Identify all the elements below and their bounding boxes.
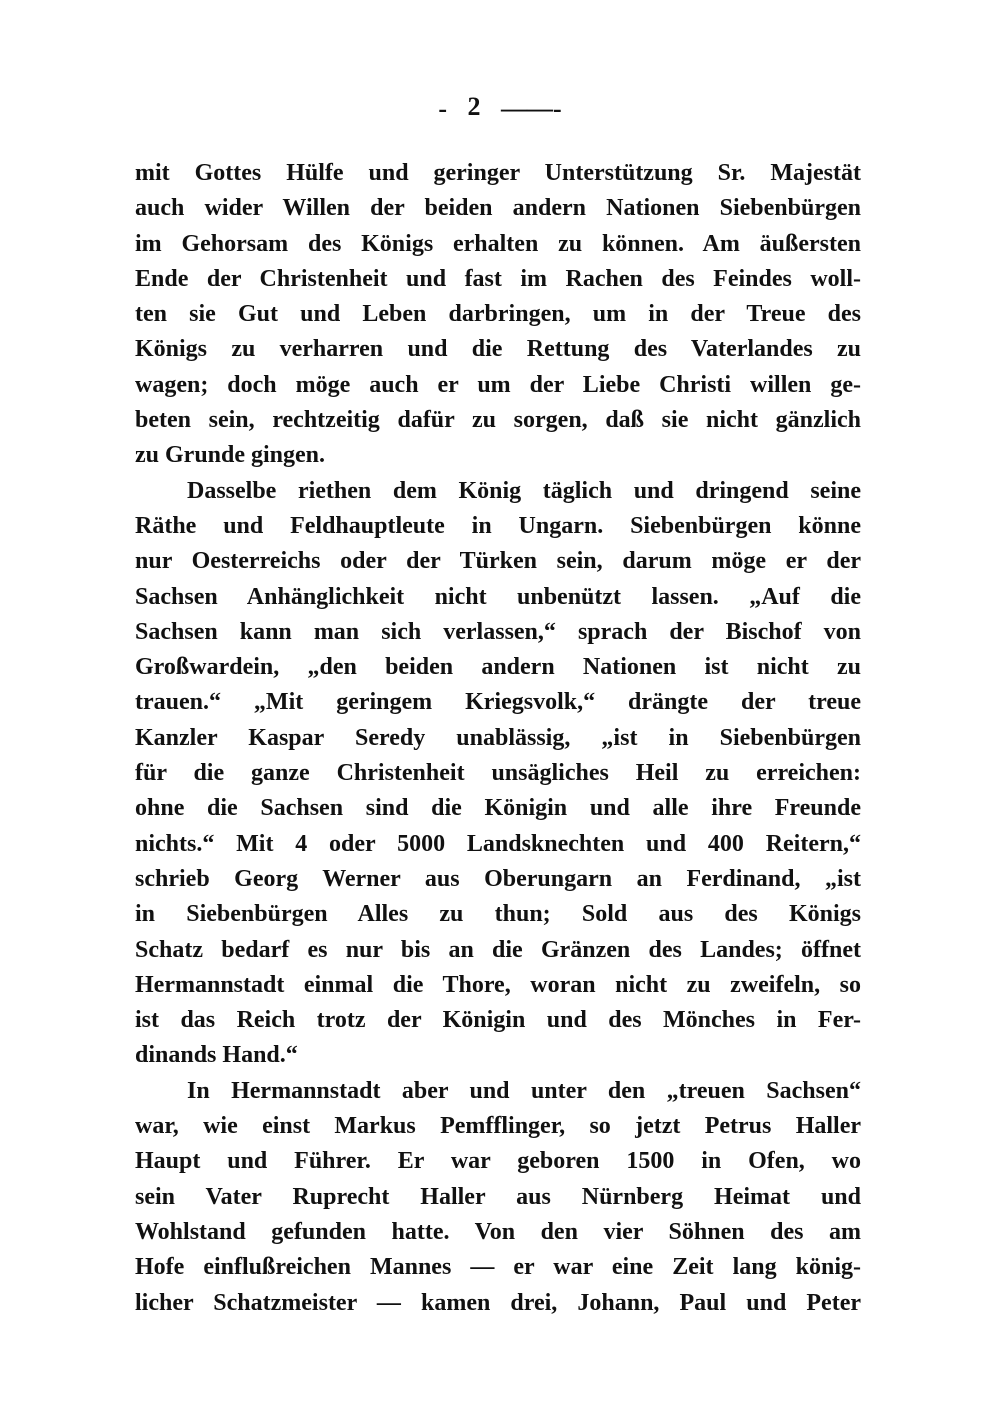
paragraph-start-line: In Hermannstadt aber und unter den „treuen Sachsen“	[187, 1077, 861, 1104]
text-line: Sachsen kann man sich verlassen,“ sprach der Bischof von	[135, 618, 861, 645]
text-line: Wohlstand gefunden hatte. Von den vier Söhnen des am	[135, 1218, 861, 1245]
text-line: schrieb Georg Werner aus Oberungarn an Ferdinand, „ist	[135, 865, 861, 892]
text-line: Großwardein, „den beiden andern Nationen ist nicht zu	[135, 654, 861, 681]
text-line: mit Gottes Hülfe und geringer Unterstützung Sr. Majestät	[135, 160, 861, 186]
body-text	[135, 156, 861, 1321]
text-line: Sachsen Anhänglichkeit nicht unbenützt lassen. „Auf die	[135, 583, 861, 610]
text-line: Königs zu verharren und die Rettung des Vaterlandes zu	[135, 336, 861, 363]
text-line: Schatz bedarf es nur bis an die Gränzen des Landes; öffnet	[135, 936, 861, 963]
text-line: licher Schatzmeister — kamen drei, Johann, Paul und Peter	[135, 1289, 861, 1316]
text-line: Kanzler Kaspar Seredy unablässig, „ist in Siebenbürgen	[135, 724, 861, 751]
page-number: 2	[467, 92, 481, 121]
text-line: im Gehorsam des Königs erhalten zu können. Am äußersten	[135, 230, 861, 257]
text-line: dinands Hand.“	[135, 1042, 298, 1069]
text-line: trauen.“ „Mit geringem Kriegsvolk,“ drängte der treue	[135, 689, 861, 716]
text-line: in Siebenbürgen Alles zu thun; Sold aus des Königs	[135, 901, 861, 928]
paragraph-start-line: Dasselbe riethen dem König täglich und dringend seine	[187, 477, 861, 504]
text-line: auch wider Willen der beiden andern Nationen Siebenbürgen	[135, 195, 861, 222]
text-line: Ende der Christenheit und fast im Rachen des Feindes woll-	[135, 265, 861, 292]
text-line: für die ganze Christenheit unsägliches Heil zu erreichen:	[135, 760, 861, 787]
header-right-mark: ——-	[501, 94, 562, 124]
text-line: ten sie Gut und Leben darbringen, um in der Treue des	[135, 301, 861, 328]
text-line: zu Grunde gingen.	[135, 442, 326, 469]
text-line: Hofe einflußreichen Mannes — er war eine Zeit lang könig-	[135, 1254, 861, 1281]
page-header	[0, 92, 1000, 124]
text-line: beten sein, rechtzeitig dafür zu sorgen, daß sie nicht gänzlich	[135, 407, 861, 434]
text-line: Hermannstadt einmal die Thore, woran nicht zu zweifeln, so	[135, 971, 861, 998]
text-line: nichts.“ Mit 4 oder 5000 Landsknechten und 400 Reitern,“	[135, 830, 861, 857]
text-line: nur Oesterreichs oder der Türken sein, darum möge er der	[135, 548, 861, 575]
text-line: ohne die Sachsen sind die Königin und alle ihre Freunde	[135, 795, 861, 822]
text-line: sein Vater Ruprecht Haller aus Nürnberg Heimat und	[135, 1183, 861, 1210]
header-left-mark: -	[438, 94, 447, 124]
text-line: war, wie einst Markus Pemfflinger, so jetzt Petrus Haller	[135, 1113, 861, 1140]
text-line: Räthe und Feldhauptleute in Ungarn. Siebenbürgen könne	[135, 512, 861, 539]
text-line: ist das Reich trotz der Königin und des Mönches in Fer-	[135, 1007, 861, 1034]
text-line: wagen; doch möge auch er um der Liebe Christi willen ge-	[135, 371, 861, 398]
text-line: Haupt und Führer. Er war geboren 1500 in Ofen, wo	[135, 1148, 861, 1175]
